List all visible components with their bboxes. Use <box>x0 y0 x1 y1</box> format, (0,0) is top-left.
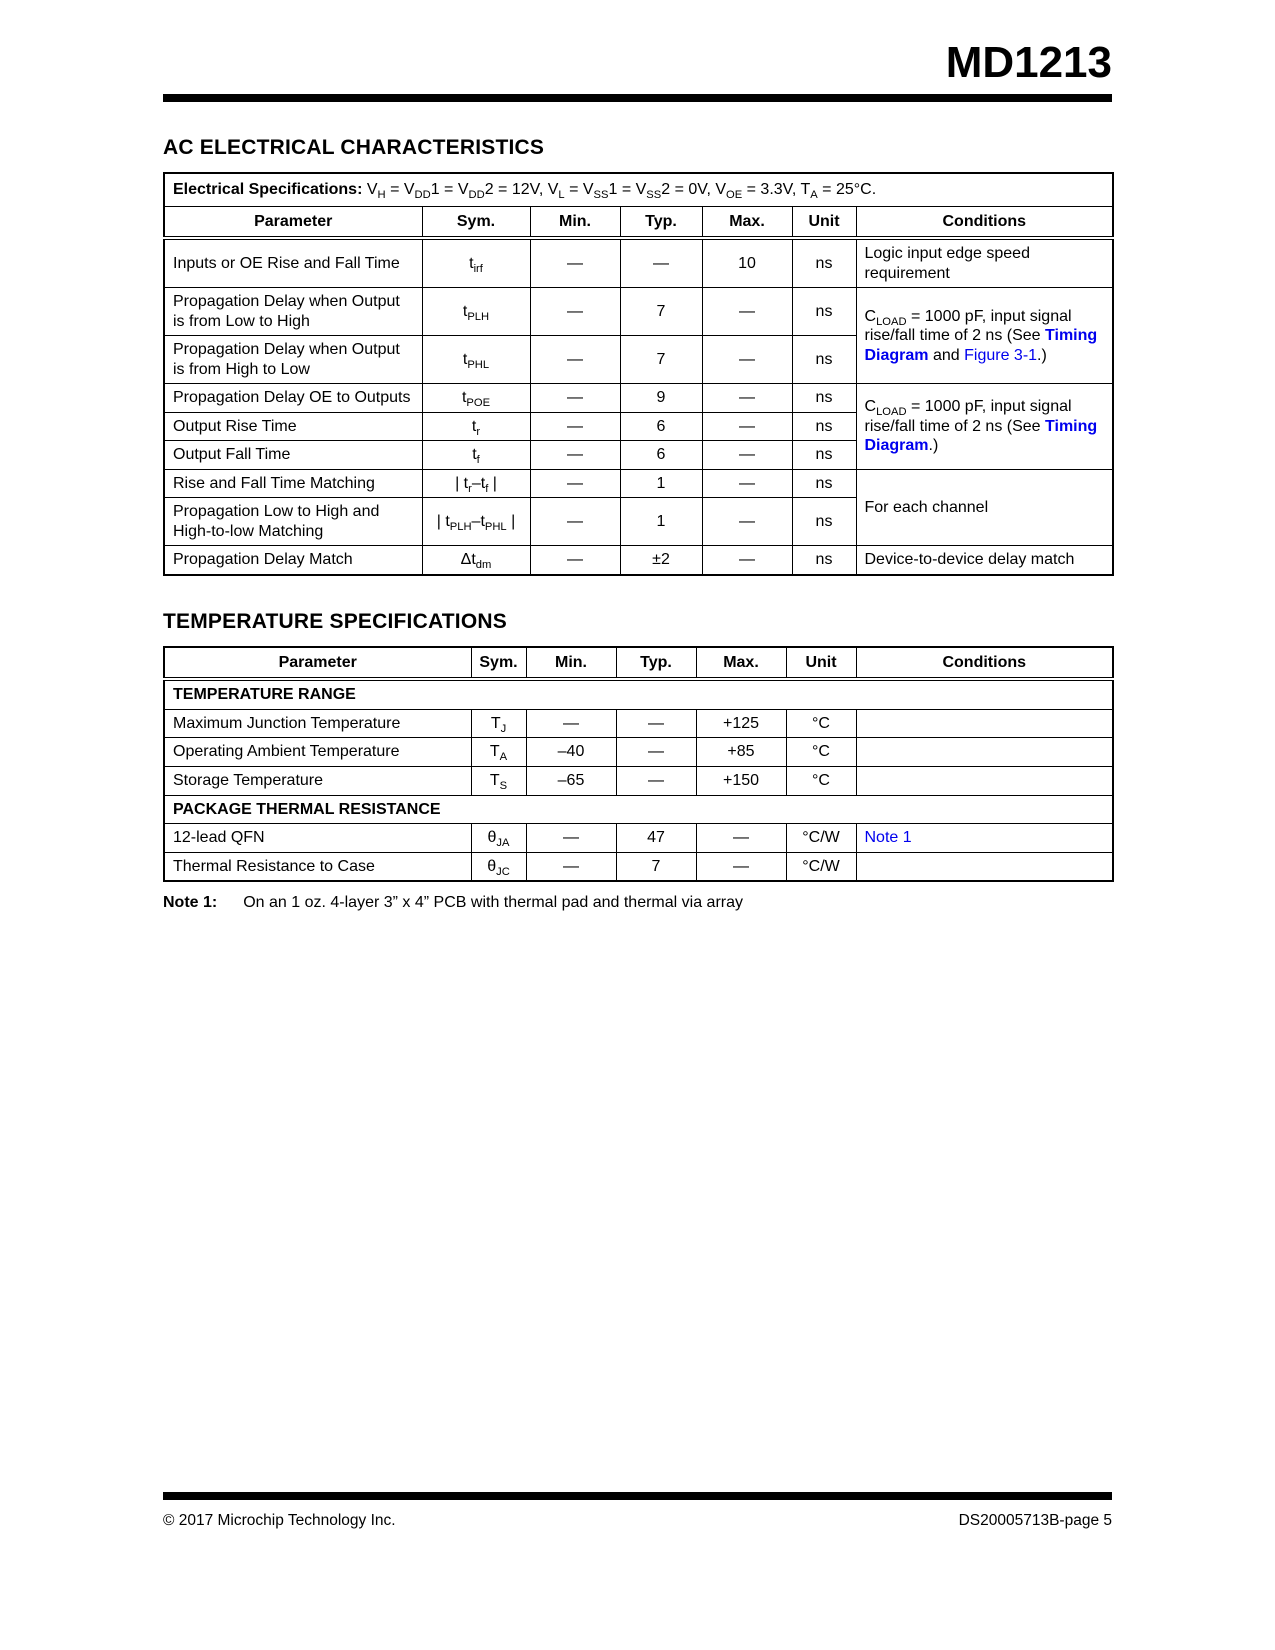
footer-rule <box>163 1492 1112 1500</box>
cell-unit: °C <box>786 766 856 795</box>
ac-section-heading: AC ELECTRICAL CHARACTERISTICS <box>163 136 545 160</box>
cell-typ: 47 <box>616 824 696 853</box>
table-row <box>164 384 1113 413</box>
cell-min: — <box>530 412 620 441</box>
cell-typ: 7 <box>620 336 702 384</box>
cell-min: –65 <box>526 766 616 795</box>
cell-parameter: 12-lead QFN <box>164 824 471 853</box>
cell-sym: $t_f$ <box>422 441 530 470</box>
cell-typ: 1 <box>620 469 702 498</box>
cell-min: — <box>530 469 620 498</box>
cell-conditions <box>856 824 1113 853</box>
cell-max: 10 <box>702 238 792 288</box>
cell-unit: ns <box>792 384 856 413</box>
cell-unit: ns <box>792 498 856 546</box>
cell-sym: $t_{POE}$ <box>422 384 530 413</box>
cell-unit: ns <box>792 336 856 384</box>
cell-typ: ±2 <box>620 546 702 575</box>
cell-unit: ns <box>792 441 856 470</box>
cell-max: — <box>702 441 792 470</box>
cell-sym: $\Delta t_{dm}$ <box>422 546 530 575</box>
cell-unit: °C <box>786 738 856 767</box>
table-row <box>164 824 1113 853</box>
footer-doc-number: DS20005713B-page 5 <box>958 1512 1112 1529</box>
header-rule <box>163 94 1112 102</box>
cell-unit: °C <box>786 709 856 738</box>
cell-typ: 7 <box>620 288 702 336</box>
col-header-sym: Sym. <box>422 206 530 238</box>
cell-conditions <box>856 709 1113 738</box>
col-header-max: Max. <box>696 647 786 680</box>
table-header-row <box>164 206 1113 238</box>
cell-max: — <box>696 824 786 853</box>
cell-typ: 7 <box>616 852 696 881</box>
table-row <box>164 766 1113 795</box>
table-row <box>164 288 1113 336</box>
cell-sym: | $t_{PLH}-t_{PHL}$ | <box>422 498 530 546</box>
cell-unit: ns <box>792 412 856 441</box>
cell-max: +125 <box>696 709 786 738</box>
cell-conditions <box>856 738 1113 767</box>
cell-min: — <box>530 238 620 288</box>
spec-text: $V_H = V_{DD}1 = V_{DD}2 = 12V$, $V_L = V_{SS}1 = V_{SS}2 = 0V$, $V_{OE} = 3.3V$, $T_A = 25^\circ C$. <box>366 181 877 202</box>
table-header-row <box>164 647 1113 680</box>
cell-max: — <box>702 469 792 498</box>
cell-typ: — <box>616 709 696 738</box>
cell-conditions <box>856 766 1113 795</box>
table-row <box>164 709 1113 738</box>
cell-conditions: Device-to-device delay match <box>856 546 1113 575</box>
cell-min: — <box>530 384 620 413</box>
cell-sym: $t_{PLH}$ <box>422 288 530 336</box>
cell-min: — <box>530 336 620 384</box>
cell-min: — <box>526 709 616 738</box>
cell-parameter: Output Fall Time <box>164 441 422 470</box>
cell-parameter: Thermal Resistance to Case <box>164 852 471 881</box>
doc-link[interactable]: Note 1 <box>864 829 912 847</box>
cell-min: — <box>530 498 620 546</box>
cell-parameter: Propagation Delay when Output is from Low to High <box>164 288 422 336</box>
cell-typ: 6 <box>620 412 702 441</box>
table-row <box>164 546 1113 575</box>
cell-max: — <box>696 852 786 881</box>
table-row <box>164 238 1113 288</box>
cell-max: — <box>702 336 792 384</box>
cell-typ: — <box>616 738 696 767</box>
cell-sym: | $t_r-t_f$ | <box>422 469 530 498</box>
cell-sym: $T_S$ <box>471 766 526 795</box>
temperature-section-heading: TEMPERATURE SPECIFICATIONS <box>163 609 507 633</box>
cell-unit: °C/W <box>786 824 856 853</box>
col-header-sym: Sym. <box>471 647 526 680</box>
spec-conditions-cell <box>164 173 1113 206</box>
cell-typ: — <box>620 238 702 288</box>
doc-link[interactable]: Timing Diagram <box>864 327 1098 364</box>
cell-unit: ns <box>792 238 856 288</box>
col-header-max: Max. <box>702 206 792 238</box>
cell-conditions: For each channel <box>856 469 1113 546</box>
cell-parameter: Rise and Fall Time Matching <box>164 469 422 498</box>
cell-parameter: Inputs or OE Rise and Fall Time <box>164 238 422 288</box>
cell-parameter: Propagation Delay OE to Outputs <box>164 384 422 413</box>
cell-unit: ns <box>792 469 856 498</box>
cell-max: — <box>702 498 792 546</box>
footer-copyright: © 2017 Microchip Technology Inc. <box>163 1512 396 1529</box>
cell-unit: ns <box>792 546 856 575</box>
cell-max: — <box>702 546 792 575</box>
section-label-package-thermal-resistance: PACKAGE THERMAL RESISTANCE <box>164 795 1113 824</box>
cell-parameter: Maximum Junction Temperature <box>164 709 471 738</box>
page-title: MD1213 <box>945 38 1112 87</box>
doc-link[interactable]: Timing Diagram <box>864 417 1098 455</box>
col-header-typ: Typ. <box>616 647 696 680</box>
cell-typ: — <box>616 766 696 795</box>
cell-sym: $T_J$ <box>471 709 526 738</box>
temperature-table <box>163 646 1114 882</box>
col-header-parameter: Parameter <box>164 206 422 238</box>
footnote <box>163 894 1112 912</box>
footnote-text: On an 1 oz. 4-layer 3” x 4” PCB with thermal pad and thermal via array <box>243 894 744 912</box>
cell-typ: 9 <box>620 384 702 413</box>
cell-parameter: Propagation Low to High and High-to-low Matching <box>164 498 422 546</box>
section-label-temperature-range: TEMPERATURE RANGE <box>164 679 1113 709</box>
cell-min: — <box>526 824 616 853</box>
doc-link[interactable]: Figure 3-1 <box>964 346 1038 364</box>
page-footer <box>163 1492 1112 1530</box>
cell-min: — <box>530 288 620 336</box>
cell-sym: $T_A$ <box>471 738 526 767</box>
cell-min: — <box>526 852 616 881</box>
col-header-min: Min. <box>530 206 620 238</box>
cell-max: +85 <box>696 738 786 767</box>
cell-parameter: Propagation Delay when Output is from High to Low <box>164 336 422 384</box>
cell-sym: $\theta_{JC}$ <box>471 852 526 881</box>
cell-min: — <box>530 546 620 575</box>
footnote-label: Note 1: <box>163 894 218 912</box>
cell-sym: $t_r$ <box>422 412 530 441</box>
col-header-conditions: Conditions <box>856 647 1113 680</box>
table-row <box>164 738 1113 767</box>
cell-conditions <box>856 852 1113 881</box>
table-row <box>164 852 1113 881</box>
cell-unit: °C/W <box>786 852 856 881</box>
col-header-min: Min. <box>526 647 616 680</box>
table-section-row <box>164 679 1113 709</box>
cell-sym: $\theta_{JA}$ <box>471 824 526 853</box>
cell-min: — <box>530 441 620 470</box>
col-header-conditions: Conditions <box>856 206 1113 238</box>
cell-max: — <box>702 384 792 413</box>
cell-parameter: Propagation Delay Match <box>164 546 422 575</box>
cell-typ: 6 <box>620 441 702 470</box>
cell-unit: ns <box>792 288 856 336</box>
table-row <box>164 469 1113 498</box>
cell-max: — <box>702 288 792 336</box>
table-row <box>164 173 1113 206</box>
page-header <box>163 40 1112 102</box>
cell-conditions: $C_{LOAD} = 1000$ pF, input signal rise/fall time of 2 ns (See Timing Diagram.) <box>856 384 1113 470</box>
cell-parameter: Operating Ambient Temperature <box>164 738 471 767</box>
cell-conditions: $C_{LOAD} = 1000$ pF, input signal rise/fall time of 2 ns (See Timing Diagram and Figure 3-1.) <box>856 288 1113 384</box>
spec-label: Electrical Specifications: <box>173 181 363 199</box>
col-header-parameter: Parameter <box>164 647 471 680</box>
cell-parameter: Storage Temperature <box>164 766 471 795</box>
cell-typ: 1 <box>620 498 702 546</box>
cell-min: –40 <box>526 738 616 767</box>
table-section-row <box>164 795 1113 824</box>
cell-parameter: Output Rise Time <box>164 412 422 441</box>
cell-max: — <box>702 412 792 441</box>
cell-max: +150 <box>696 766 786 795</box>
col-header-typ: Typ. <box>620 206 702 238</box>
cell-conditions: Logic input edge speed requirement <box>856 238 1113 288</box>
cell-sym: $t_{PHL}$ <box>422 336 530 384</box>
col-header-unit: Unit <box>792 206 856 238</box>
cell-sym: $t_{irf}$ <box>422 238 530 288</box>
ac-table <box>163 172 1114 576</box>
col-header-unit: Unit <box>786 647 856 680</box>
